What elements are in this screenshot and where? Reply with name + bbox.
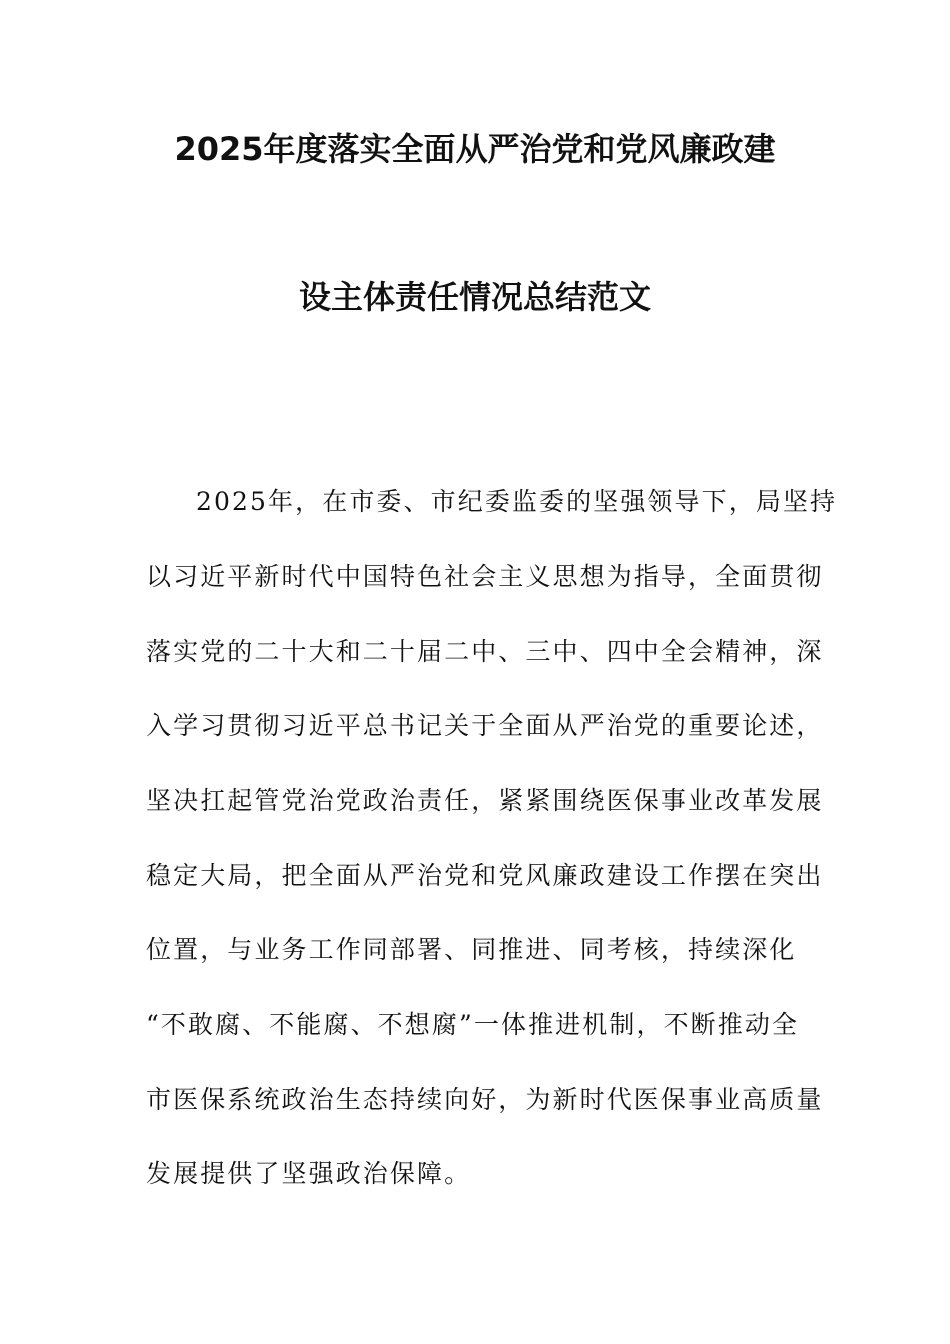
- paragraph-line-5: 坚决扛起管党治党政治责任，紧紧围绕医保事业改革发展: [146, 786, 824, 815]
- paragraph-line-9: 市医保系统政治生态持续向好，为新时代医保事业高质量: [146, 1085, 824, 1114]
- document-title-line-1: 2025年度落实全面从严治党和党风廉政建: [174, 130, 776, 168]
- paragraph-line-1: 2025年，在市委、市纪委监委的坚强领导下，局坚持: [196, 487, 838, 516]
- paragraph-line-4: 入学习贯彻习近平总书记关于全面从严治党的重要论述，: [146, 711, 824, 740]
- paragraph-line-2: 以习近平新时代中国特色社会主义思想为指导，全面贯彻: [146, 562, 824, 591]
- paragraph-line-6: 稳定大局，把全面从严治党和党风廉政建设工作摆在突出: [146, 861, 824, 890]
- document-title-line-2: 设主体责任情况总结范文: [298, 278, 651, 316]
- paragraph-line-10: 发展提供了坚强政治保障。: [146, 1159, 472, 1188]
- paragraph-line-7: 位置，与业务工作同部署、同推进、同考核，持续深化: [146, 935, 797, 964]
- paragraph-line-8: “不敢腐、不能腐、不想腐”一体推进机制，不断推动全: [146, 1010, 800, 1039]
- paragraph-line-3: 落实党的二十大和二十届二中、三中、四中全会精神，深: [146, 637, 824, 666]
